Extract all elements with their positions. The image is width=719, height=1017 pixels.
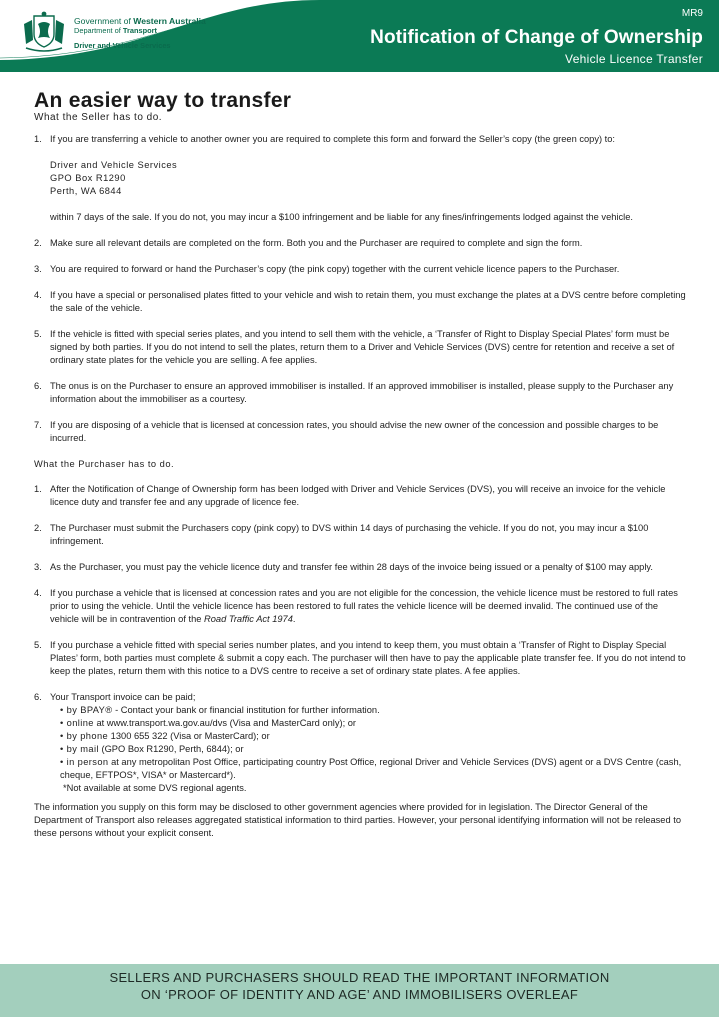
item-number: 1. (34, 134, 42, 144)
payment-method-detail: at any metropolitan Post Office, participating country Post Office, regional Driver and Vehicle Services (DVS) agent or a DVS Centre (cash, cheque, EFTPOS*, VISA* or Mastercard*). (60, 757, 682, 780)
payment-method-label: • online (60, 718, 94, 728)
purchaser-item-2 (34, 522, 688, 548)
item-number: 7. (34, 420, 42, 430)
payment-methods-list (50, 704, 688, 782)
seller-item-3 (34, 263, 688, 276)
payment-method-detail: 1300 655 322 (Visa or MasterCard); or (108, 731, 270, 741)
item-number: 2. (34, 238, 42, 248)
payment-method (60, 756, 688, 782)
item-text: within 7 days of the sale. If you do not, you may incur a $100 infringement and be liable for any fines/infringements lodged against the vehicle. (50, 212, 633, 222)
seller-item-1 (34, 133, 688, 224)
item-number: 3. (34, 264, 42, 274)
seller-item-4 (34, 289, 688, 315)
main-content (34, 90, 688, 840)
payment-method-detail: at www.transport.wa.gov.au/dvs (Visa and MasterCard only); or (93, 718, 357, 728)
item-number: 4. (34, 290, 42, 300)
purchaser-item-5 (34, 639, 688, 678)
address-line: Driver and Vehicle Services (50, 160, 178, 170)
dept-name: Transport (122, 26, 157, 35)
purchaser-item-1 (34, 483, 688, 509)
payment-method (60, 704, 688, 717)
gov-prefix: Government of (74, 16, 134, 26)
item-text: If you purchase a vehicle fitted with special series number plates, and you intend to keep them, you must obtain a ‘Transfer of Right to Display Special Plates’ form, both parties must complete & submit a copy each. The purchaser will then have to pay the applicable plate transfer fee. If you do not intend to keep the plates, return them with this notice to a DVS centre to receive a set of ordinary state plates. A fee applies. (50, 640, 686, 676)
item-text: If the vehicle is fitted with special series plates, and you intend to sell them with the vehicle, a ‘Transfer of Right to Display Special Plates’ form must be signed by both parties. If you do not intend to sell the plates, return them to a Driver and Vehicle Services (DVS) centre for retention and receive a set of ordinary state plates for the vehicle you are selling. A fee applies. (50, 329, 675, 365)
form-title: Notification of Change of Ownership (370, 27, 703, 48)
purchaser-heading: What the Purchaser has to do. (34, 459, 175, 469)
purchaser-item-4 (34, 587, 688, 626)
form-code: MR9 (681, 8, 703, 19)
payment-method (60, 743, 688, 756)
item-text: Your Transport invoice can be paid; (50, 692, 196, 702)
item-number: 4. (34, 588, 42, 598)
payment-method-label: • by mail (60, 744, 99, 754)
payment-method (60, 730, 688, 743)
purchaser-item-6 (34, 691, 688, 795)
item-number: 6. (34, 381, 42, 391)
payment-method (60, 717, 688, 730)
item-text: You are required to forward or hand the Purchaser’s copy (the pink copy) together with the current vehicle licence papers to the Purchaser. (50, 264, 620, 274)
item-text: The onus is on the Purchaser to ensure an approved immobiliser is installed. If an approved immobiliser is installed, please supply to the Purchaser any information about the immobiliser as a courtesy. (50, 381, 674, 404)
government-line (74, 16, 206, 26)
item-text: Make sure all relevant details are completed on the form. Both you and the Purchaser are required to complete and sign the form. (50, 238, 583, 248)
division-name: Driver and Vehicle Services (74, 41, 171, 50)
payment-method-label: • by phone (60, 731, 109, 741)
item-number: 2. (34, 523, 42, 533)
overleaf-notice-line: SELLERS AND PURCHASERS SHOULD READ THE IMPORTANT INFORMATION (109, 970, 610, 985)
item-number: 6. (34, 692, 42, 702)
payment-method-label: • by BPAY® (60, 705, 113, 715)
item-number: 3. (34, 562, 42, 572)
payment-method-detail: (GPO Box R1290, Perth, 6844); or (98, 744, 244, 754)
address-line: Perth, WA 6844 (50, 186, 122, 196)
seller-item-5 (34, 328, 688, 367)
dept-prefix: Department of (74, 26, 123, 35)
item-text: If you have a special or personalised plates fitted to your vehicle and wish to retain them, you must exchange the plates at a DVS centre before completing the sale of the vehicle. (50, 290, 686, 313)
address-line: GPO Box R1290 (50, 173, 126, 183)
payment-note: *Not available at some DVS regional agents. (63, 783, 247, 793)
wa-crest-logo (20, 10, 68, 52)
gov-state: Western Australia (133, 16, 206, 26)
department-line (74, 26, 206, 36)
payment-method-detail: - Contact your bank or financial institution for further information. (112, 705, 380, 715)
seller-item-7 (34, 419, 688, 445)
legislation-reference: Road Traffic Act 1974 (204, 614, 293, 624)
payment-method-label: • in person (60, 757, 109, 767)
purchaser-instructions-list (34, 483, 688, 795)
item-text: If you purchase a vehicle that is licensed at concession rates and you are not eligible for the concession, the vehicle licence must be restored to full rates prior to using the vehicle. Until the vehicle licence has been restored to full rates the vehicle licence will be deemed invalid. The continued use of the vehicle will be in contravention of the (50, 588, 678, 624)
item-number: 5. (34, 640, 42, 650)
seller-heading: What the Seller has to do. (34, 112, 163, 123)
dvs-mailing-address (50, 159, 688, 198)
item-number: 5. (34, 329, 42, 339)
item-number: 1. (34, 484, 42, 494)
seller-item-6 (34, 380, 688, 406)
privacy-disclaimer: The information you supply on this form may be disclosed to other government agencies where provided for in legislation. The Director General of the Department of Transport also releases aggregated statistical information to third parties. However, your personal identifying information will not be released to these persons without your explicit consent. (34, 802, 681, 838)
page-header (0, 0, 719, 72)
item-text: As the Purchaser, you must pay the vehicle licence duty and transfer fee within 28 days of the invoice being issued or a penalty of $100 may apply. (50, 562, 653, 572)
seller-instructions-list (34, 133, 688, 445)
item-text: If you are transferring a vehicle to another owner you are required to complete this form and forward the Seller’s copy (the green copy) to: (50, 134, 615, 144)
form-subtitle: Vehicle Licence Transfer (565, 52, 703, 66)
item-text: The Purchaser must submit the Purchasers copy (pink copy) to DVS within 14 days of purchasing the vehicle. If you do not, you may incur a $100 infringement. (50, 523, 649, 546)
item-text: If you are disposing of a vehicle that is licensed at concession rates, you should advise the new owner of the concession and possible charges to be incurred. (50, 420, 659, 443)
seller-item-2 (34, 237, 688, 250)
overleaf-notice-line: ON ‘PROOF OF IDENTITY AND AGE’ AND IMMOBILISERS OVERLEAF (140, 987, 579, 1002)
overleaf-notice-band (0, 964, 719, 1017)
page-heading: An easier way to transfer (34, 89, 292, 112)
purchaser-item-3 (34, 561, 688, 574)
government-agency-block (74, 16, 206, 51)
item-text-tail: . (292, 614, 296, 624)
item-text: After the Notification of Change of Ownership form has been lodged with Driver and Vehicle Services (DVS), you will receive an invoice for the vehicle licence duty and transfer fee and any upgrade of licence fee. (50, 484, 666, 507)
